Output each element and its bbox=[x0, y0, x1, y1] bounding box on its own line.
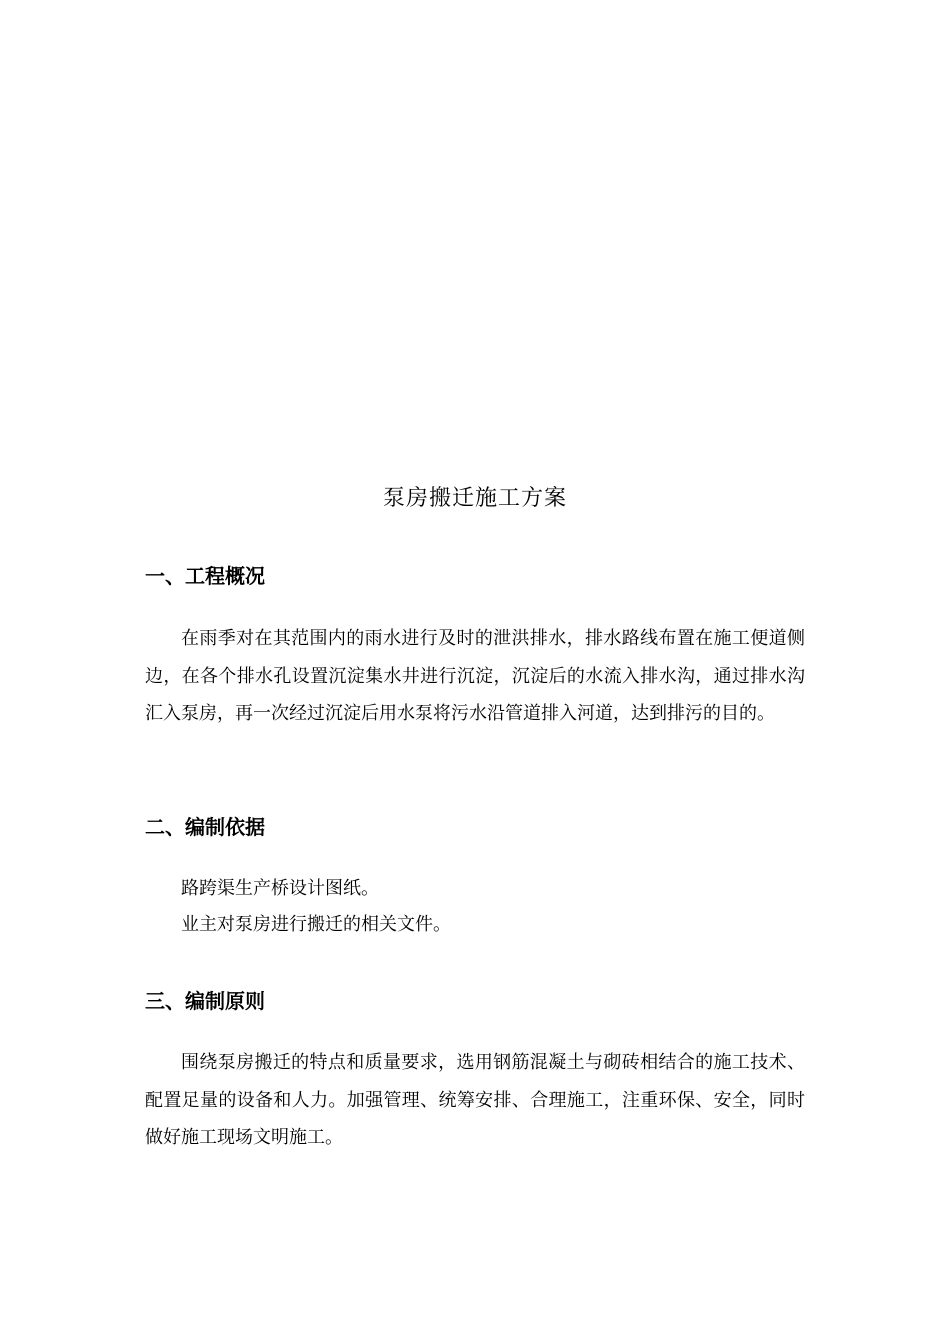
principles-paragraph: 围绕泵房搬迁的特点和质量要求，选用钢筋混凝土与砌砖相结合的施工技术、配置足量的设备和人力。加强管理、统筹安排、合理施工，注重环保、安全，同时做好施工现场文明施工。 bbox=[145, 1052, 805, 1148]
section-heading-basis: 二、编制依据 bbox=[145, 815, 265, 839]
document-title: 泵房搬迁施工方案 bbox=[382, 486, 567, 511]
basis-item: 业主对泵房进行搬迁的相关文件。 bbox=[181, 914, 451, 935]
section-heading-overview: 一、工程概况 bbox=[145, 564, 265, 588]
basis-item: 路跨渠生产桥设计图纸。 bbox=[181, 878, 379, 899]
section-heading-principles: 三、编制原则 bbox=[145, 989, 265, 1013]
overview-paragraph: 在雨季对在其范围内的雨水进行及时的泄洪排水，排水路线布置在施工便道侧边，在各个排水孔设置沉淀集水井进行沉淀，沉淀后的水流入排水沟，通过排水沟汇入泵房，再一次经过沉淀后用水泵将污水沿管道排入河道，达到排污的目的。 bbox=[145, 628, 805, 724]
